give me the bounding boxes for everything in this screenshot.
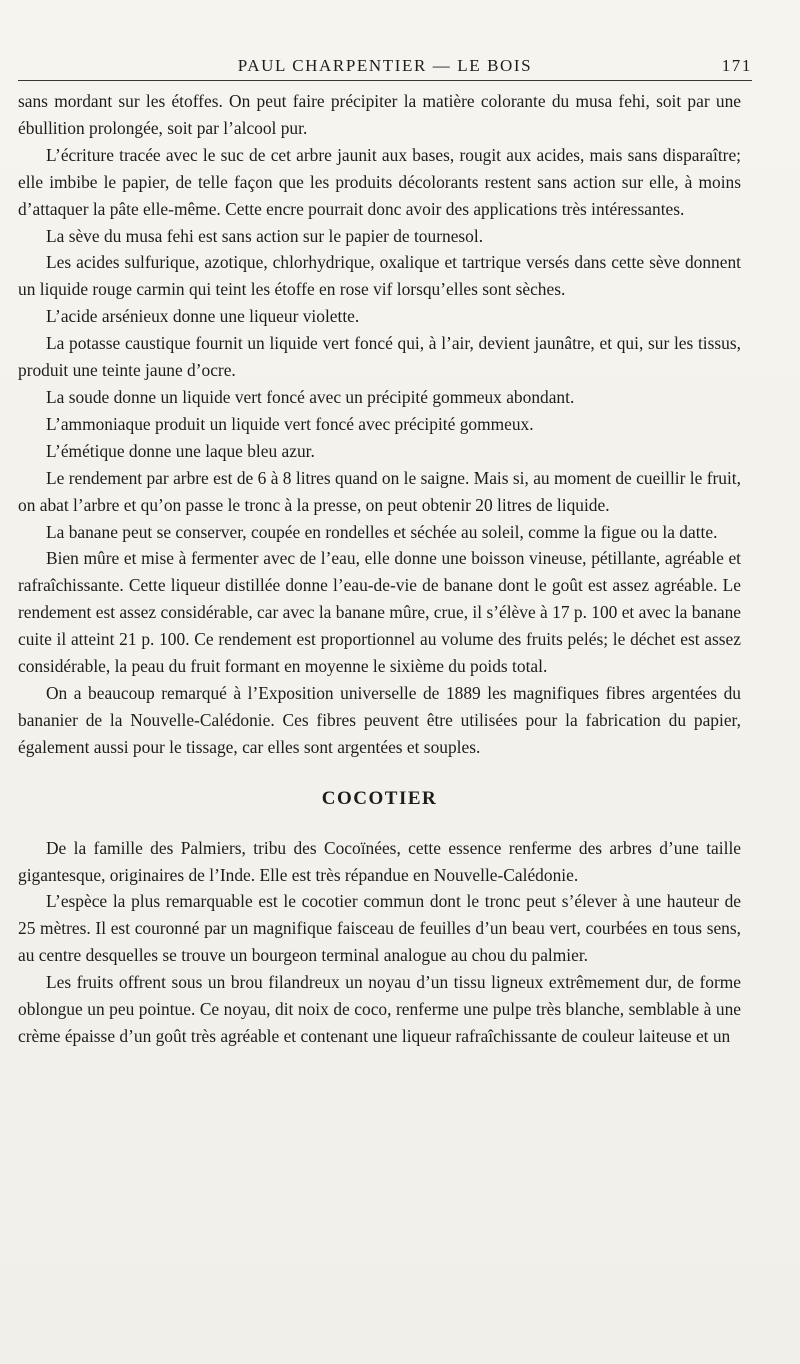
paragraph: De la famille des Palmiers, tribu des Cocoïnées, cette essence renferme des arbres d’une taille gigantesque, originaires de l’Inde. Elle est très répandue en Nouvelle-Calédonie. [18,837,741,885]
page-header [18,50,752,80]
section-heading: COCOTIER [321,787,438,809]
paragraph: L’émétique donne une laque bleu azur. [46,440,315,461]
paragraph: La banane peut se conserver, coupée en rondelles et séchée au soleil, comme la figue ou la datte. [46,521,718,542]
paragraph: La sève du musa fehi est sans action sur le papier de tournesol. [46,225,484,246]
paragraph: L’espèce la plus remarquable est le cocotier commun dont le tronc peut s’élever à une hauteur de 25 mètres. Il est couronné par un magnifique faisceau de feuilles d’un beau vert, courbées en tous sens, au centre desquelles se trouve un bourgeon terminal analogue au chou du palmier. [18,891,741,966]
header-rule [18,80,752,81]
page-body [18,88,741,1050]
paragraph: La soude donne un liquide vert foncé avec un précipité gommeux abondant. [46,386,575,407]
paragraph: Les acides sulfurique, azotique, chlorhydrique, oxalique et tartrique versés dans cette sève donnent un liquide rouge carmin qui teint les étoffe en rose vif lorsqu’elles sont sèches. [18,252,741,300]
paragraph: Le rendement par arbre est de 6 à 8 litres quand on le saigne. Mais si, au moment de cueillir le fruit, on abat l’arbre et qu’on passe le tronc à la presse, on peut obtenir 20 litres de liquide. [18,467,741,515]
paragraph: Les fruits offrent sous un brou filandreux un noyau d’un tissu ligneux extrêmement dur, de forme oblongue un peu pointue. Ce noyau, dit noix de coco, renferme une pulpe très blanche, semblable à une crème épaisse d’un goût très agréable et contenant une liqueur rafraîchissante de couleur laiteuse et un [18,972,741,1046]
paragraph: L’écriture tracée avec le suc de cet arbre jaunit aux bases, rougit aux acides, mais sans disparaître; elle imbibe le papier, de telle façon que les produits décolorants restent sans action sur elle, à moins d’attaquer la pâte elle-même. Cette encre pourrait donc avoir des applications très intéressantes. [18,144,741,219]
paragraph: L’ammoniaque produit un liquide vert foncé avec précipité gommeux. [46,413,534,434]
running-title: PAUL CHARPENTIER — LE BOIS [237,56,533,75]
paragraph: sans mordant sur les étoffes. On peut faire précipiter la matière colorante du musa fehi, soit par une ébullition prolongée, soit par l’alcool pur. [18,91,741,138]
paragraph: L’acide arsénieux donne une liqueur violette. [46,306,360,327]
page-number: 171 [721,56,752,75]
paragraph: Bien mûre et mise à fermenter avec de l’eau, elle donne une boisson vineuse, pétillante, agréable et rafraîchissante. Cette liqueur distillée donne l’eau-de-vie de banane dont le goût est assez agréable. Le rendement est assez considérable, car avec la banane mûre, crue, il s’élève à 17 p. 100 et avec la banane cuite il atteint 21 p. 100. Ce rendement est proportionnel au volume des fruits pelés; le déchet est assez considérable, la peau du fruit formant en moyenne le sixième du poids total. [18,548,741,677]
paragraph: On a beaucoup remarqué à l’Exposition universelle de 1889 les magnifiques fibres argentées du bananier de la Nouvelle-Calédonie. Ces fibres peuvent être utilisées pour la fabrication du papier, également aussi pour le tissage, car elles sont argentées et souples. [18,682,741,757]
paragraph: La potasse caustique fournit un liquide vert foncé qui, à l’air, devient jaunâtre, et qui, sur les tissus, produit une teinte jaune d’ocre. [18,333,741,381]
